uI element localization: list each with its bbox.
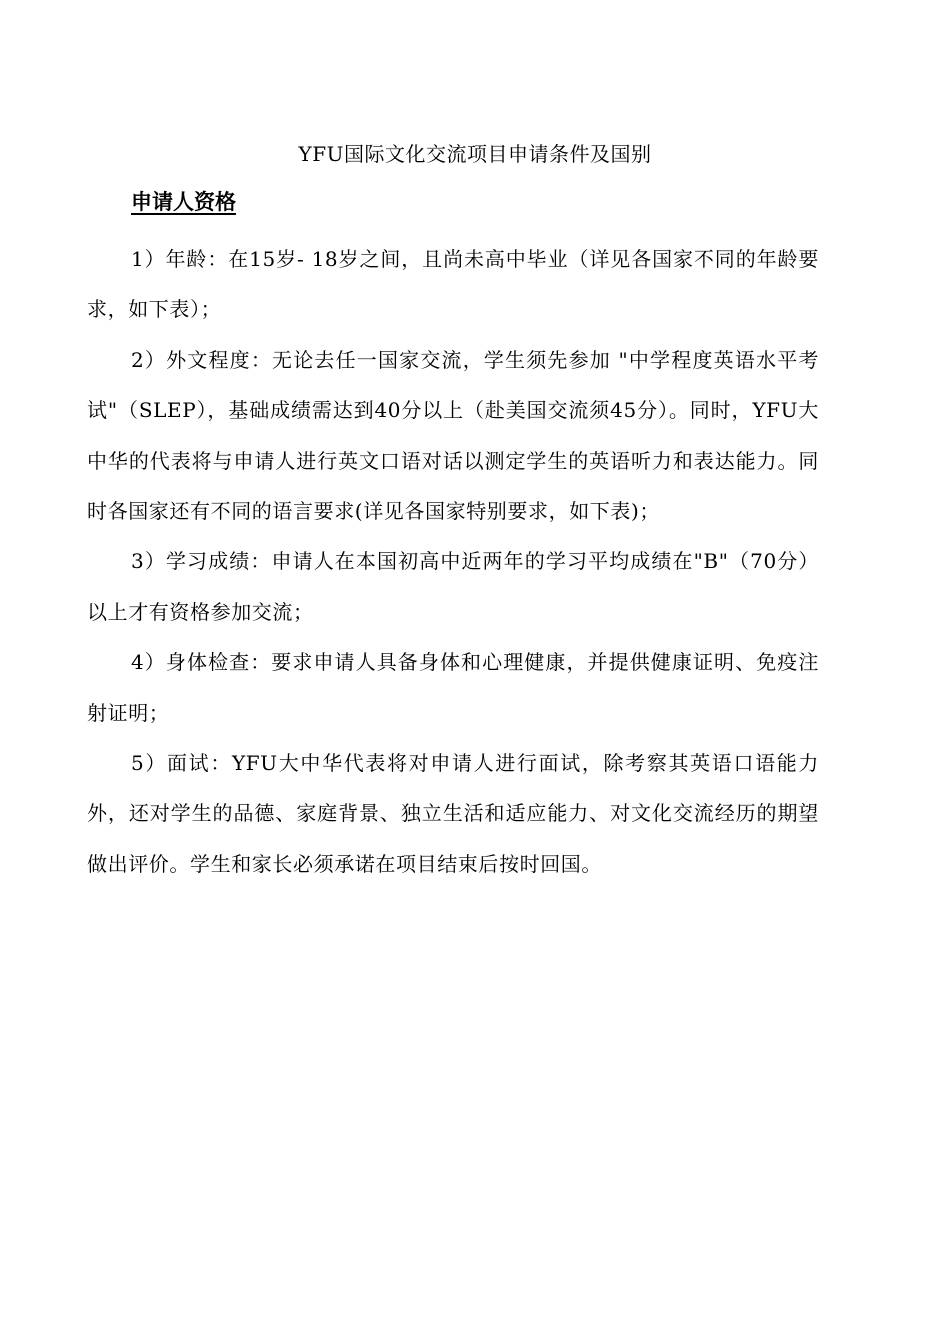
paragraph-age: 1）年龄：在15岁- 18岁之间，且尚未高中毕业（详见各国家不同的年龄要求，如下表）； [87,247,819,322]
section-heading: 申请人资格 [131,189,236,214]
paragraph-grades: 3）学习成绩：申请人在本国初高中近两年的学习平均成绩在"B"（70分）以上才有资格参加交流； [87,549,819,624]
paragraph-interview: 5）面试：YFU大中华代表将对申请人进行面试，除考察其英语口语能力外，还对学生的品德、家庭背景、独立生活和适应能力、对文化交流经历的期望做出评价。学生和家长必须承诺在项目结束后按时回国。 [87,751,819,876]
paragraph-health: 4）身体检查：要求申请人具备身体和心理健康，并提供健康证明、免疫注射证明； [87,650,819,725]
document-title: YFU国际文化交流项目申请条件及国别 [298,142,652,166]
document-body [87,234,819,889]
paragraph-language: 2）外文程度：无论去任一国家交流，学生须先参加 "中学程度英语水平考试"（SLEP），基础成绩需达到40分以上（赴美国交流须45分）。同时，YFU大中华的代表将与申请人进行英文口语对话以测定学生的英语听力和表达能力。同时各国家还有不同的语言要求(详见各国家特别要求，如下表)； [87,347,819,524]
